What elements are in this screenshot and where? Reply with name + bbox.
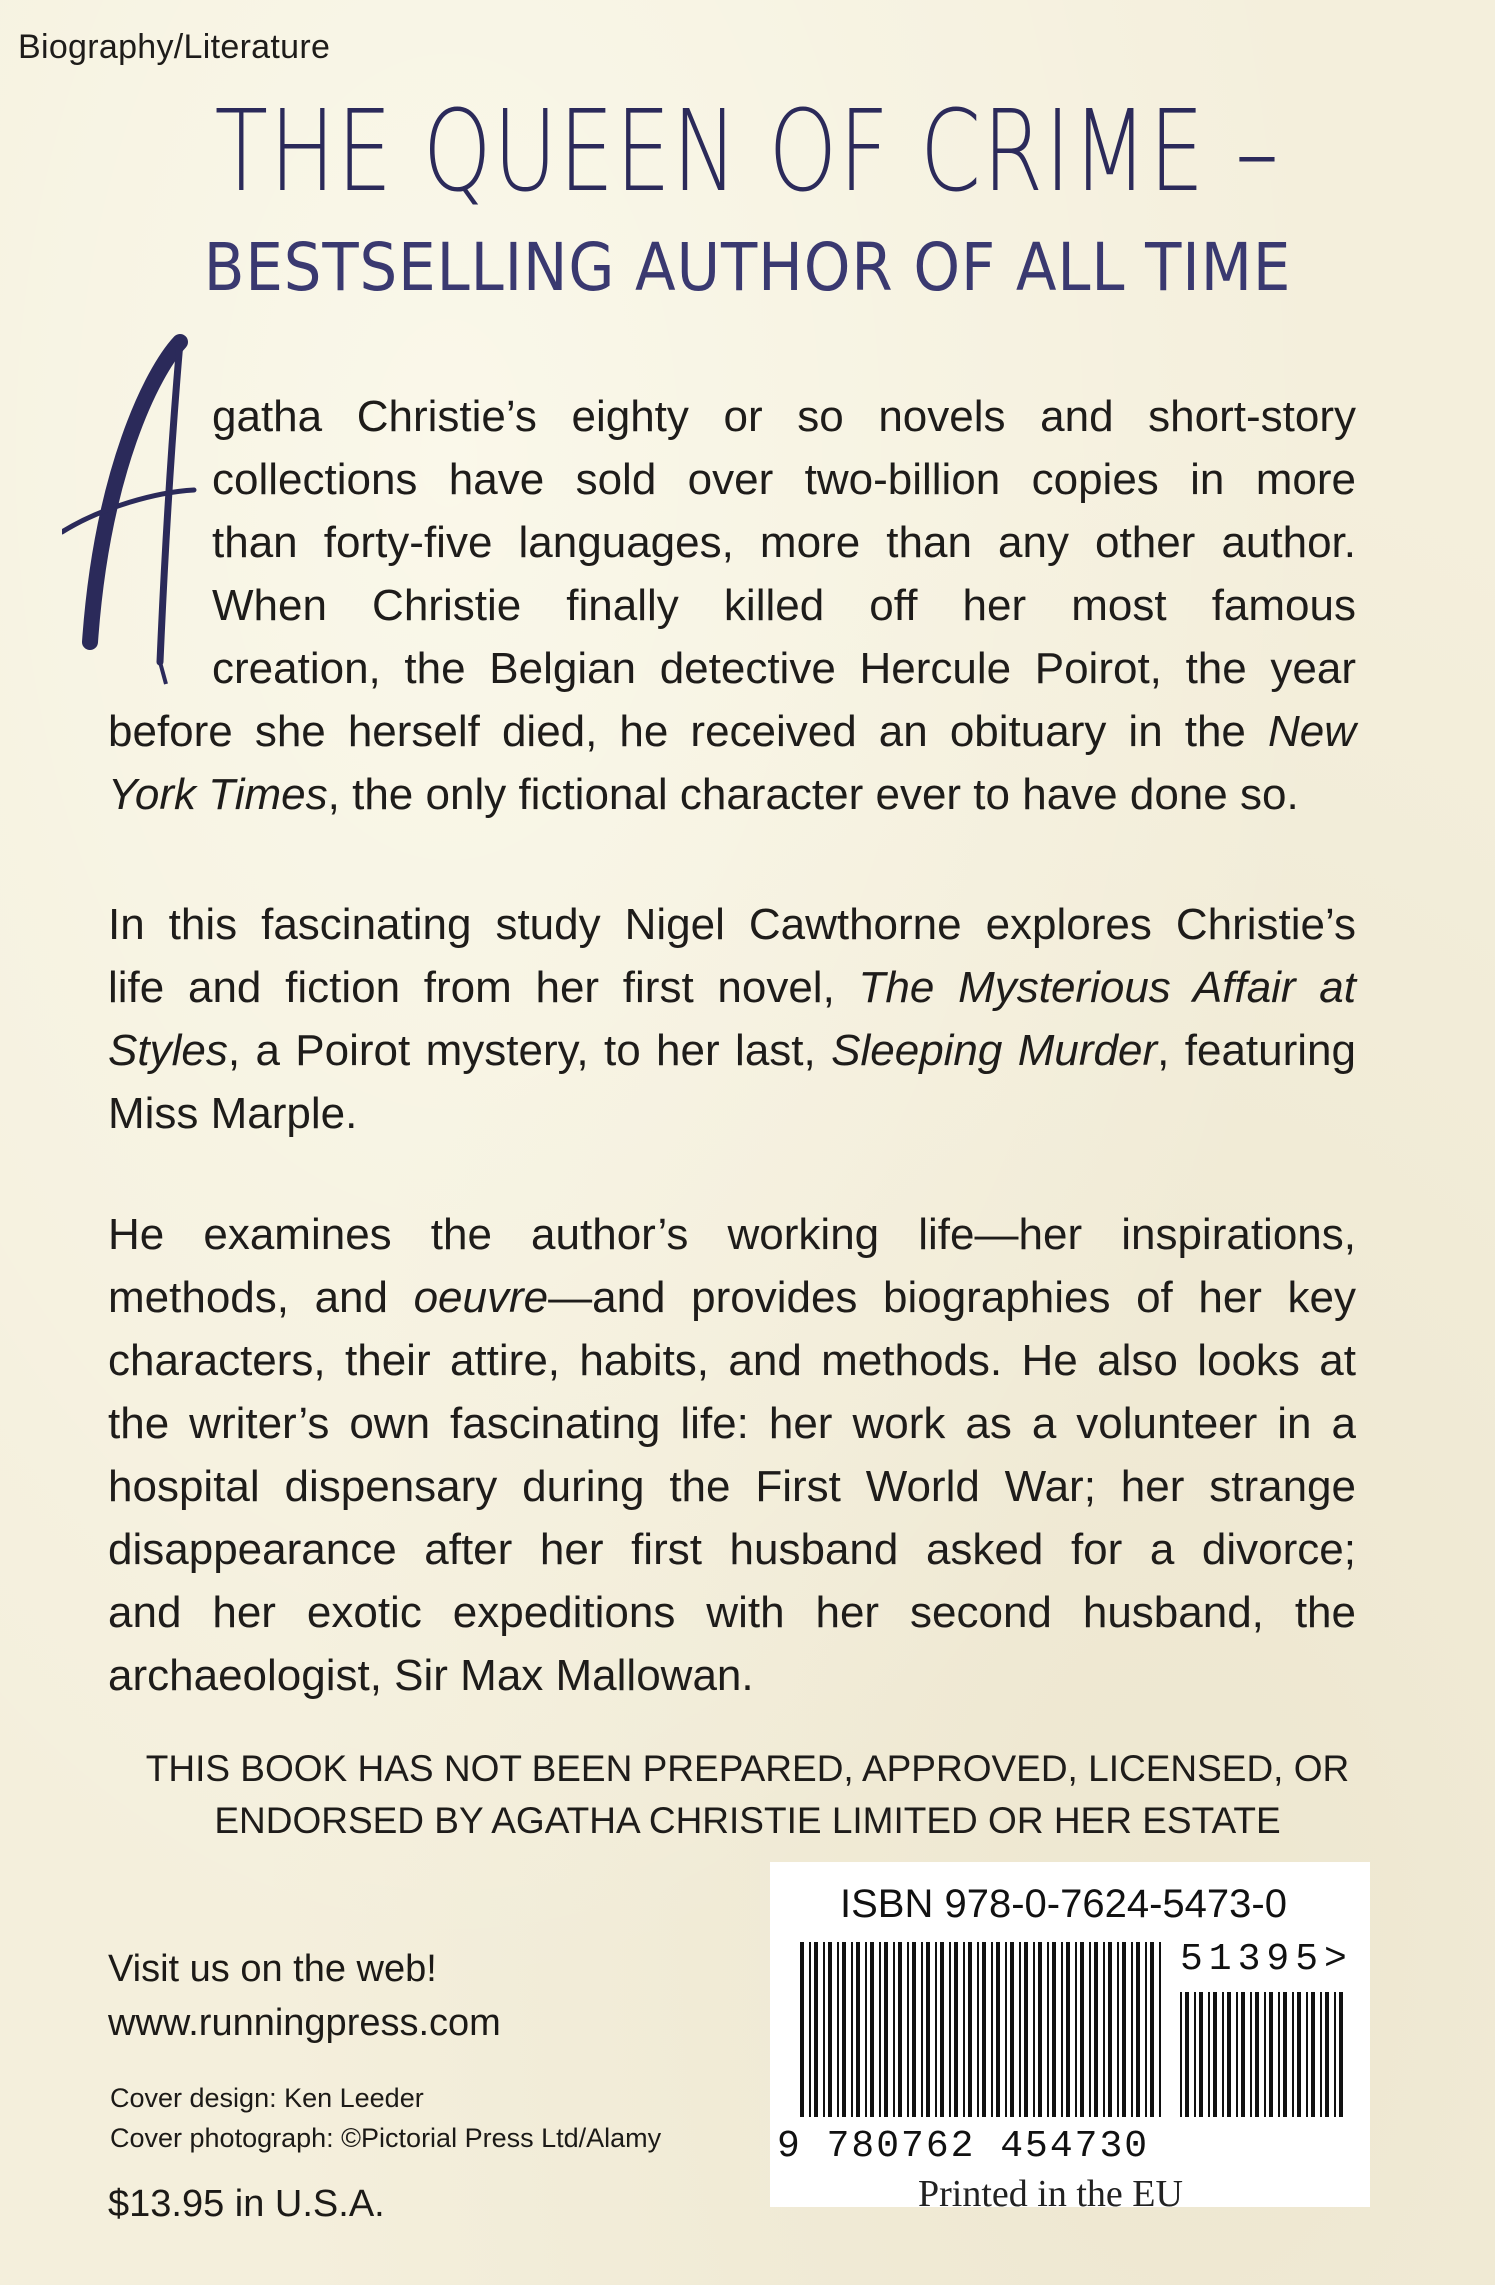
barcode-digits: 9 780762 454730 bbox=[777, 2125, 1150, 2168]
blurb-line: methods, and oeuvre—and provides biographies of her key bbox=[108, 1273, 1356, 1322]
barcode-addon-digits: 51395> bbox=[1180, 1938, 1353, 1981]
blurb-paragraph-1-continued bbox=[108, 700, 1356, 826]
blurb-line: than forty-five languages, more than any other author. bbox=[212, 518, 1356, 567]
website-link[interactable]: www.runningpress.com bbox=[108, 2002, 501, 2044]
blurb-line: Styles, a Poirot mystery, to her last, Sleeping Murder, featuring bbox=[108, 1026, 1356, 1075]
drop-cap-a-icon bbox=[62, 332, 202, 692]
blurb-line: characters, their attire, habits, and methods. He also looks at bbox=[108, 1336, 1356, 1385]
printed-in-label: Printed in the EU bbox=[918, 2173, 1183, 2215]
isbn-label: ISBN 978-0-7624-5473-0 bbox=[840, 1882, 1287, 1926]
license-notice bbox=[0, 1743, 1495, 1847]
cover-title: THE QUEEN OF CRIME – bbox=[214, 87, 1281, 217]
blurb-line: In this fascinating study Nigel Cawthorne explores Christie’s bbox=[108, 900, 1356, 949]
cover-subtitle: BESTSELLING AUTHOR OF ALL TIME bbox=[203, 229, 1292, 306]
blurb-line: archaeologist, Sir Max Mallowan. bbox=[108, 1651, 754, 1700]
blurb-line: When Christie finally killed off her most famous bbox=[212, 581, 1356, 630]
blurb-line: He examines the author’s working life—her inspirations, bbox=[108, 1210, 1356, 1259]
blurb-line: and her exotic expeditions with her second husband, the bbox=[108, 1588, 1356, 1637]
blurb-line: York Times, the only fictional character ever to have done so. bbox=[108, 770, 1299, 819]
license-notice-line: THIS BOOK HAS NOT BEEN PREPARED, APPROVED, LICENSED, OR bbox=[145, 1748, 1350, 1789]
category-label: Biography/Literature bbox=[18, 28, 331, 66]
blurb-line: life and fiction from her first novel, The Mysterious Affair at bbox=[108, 963, 1357, 1012]
blurb-line: collections have sold over two-billion copies in more bbox=[212, 455, 1356, 504]
blurb-line: hospital dispensary during the First World War; her strange bbox=[108, 1462, 1356, 1511]
blurb-paragraph-1-indented bbox=[212, 385, 1356, 700]
blurb-line: the writer’s own fascinating life: her work as a volunteer in a bbox=[108, 1399, 1356, 1448]
blurb-paragraph-2 bbox=[108, 893, 1356, 1145]
blurb-paragraph-3 bbox=[108, 1203, 1356, 1707]
cover-design-credit: Cover design: Ken Leeder bbox=[110, 2083, 424, 2113]
blurb-line: creation, the Belgian detective Hercule Poirot, the year bbox=[212, 644, 1356, 693]
blurb-line: disappearance after her first husband asked for a divorce; bbox=[108, 1525, 1356, 1574]
blurb-line: before she herself died, he received an obituary in the New bbox=[108, 707, 1356, 756]
web-prompt: Visit us on the web! bbox=[108, 1948, 437, 1990]
price-label: $13.95 in U.S.A. bbox=[108, 2183, 385, 2225]
license-notice-line: ENDORSED BY AGATHA CHRISTIE LIMITED OR HER ESTATE bbox=[214, 1800, 1281, 1841]
blurb-line: Miss Marple. bbox=[108, 1089, 358, 1138]
cover-photo-credit: Cover photograph: ©Pictorial Press Ltd/Alamy bbox=[110, 2123, 662, 2153]
blurb-line: gatha Christie’s eighty or so novels and short-story bbox=[212, 392, 1356, 441]
